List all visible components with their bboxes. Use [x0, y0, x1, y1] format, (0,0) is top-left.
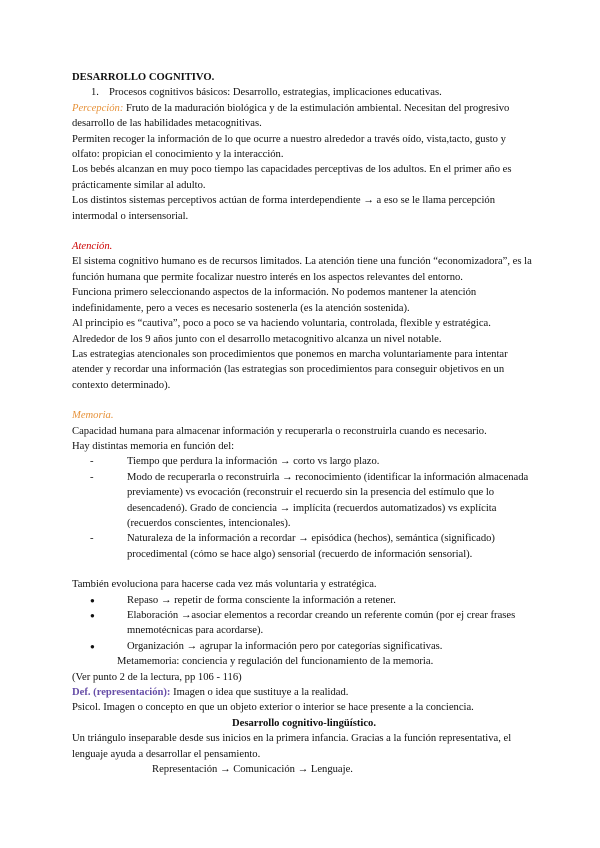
- percepcion-label: Percepción:: [72, 102, 124, 114]
- memoria-p3: También evoluciona para hacerse cada vez más voluntaria y estratégica.: [72, 579, 377, 591]
- list-item: - Tiempo que perdura la información → corto vs largo plazo.: [90, 454, 536, 469]
- percepcion-paragraph: [72, 101, 536, 132]
- atencion-p2: Funciona primero seleccionando aspectos de la información. No podemos mantener la atención indefinidamente, pero a veces es necesario sostenerla (es la atención sostenida).: [72, 287, 477, 314]
- list-item: - Modo de recuperarla o reconstruirla → reconocimiento (identificar la información almacenada previamente) vs evocación (reconstruir el recuerdo sin la presencia del estímulo que lo desencadenó). Grado de conciencia → implícita (recuerdos automatizados) vs explícita (recuerdos conscientes, intencionales).: [90, 470, 536, 532]
- chain-line: Representación → Comunicación → Lenguaje.: [152, 764, 353, 776]
- percepcion-text: Fruto de la maduración biológica y de la estimulación ambiental. Necesitan del progresivo desarrollo de las habilidades metacognitivas.: [72, 102, 510, 130]
- atencion-p5: Las estrategias atencionales son procedimientos que ponemos en marcha voluntariamente para intentar atender y recordar una información (las estrategias son procedimientos para conseguir objetivos en un contexto determinado).: [72, 348, 508, 391]
- psicol-line: Psicol. Imagen o concepto en que un objeto exterior o interior se hace presente a la conciencia.: [72, 702, 474, 714]
- section-heading: Desarrollo cognitivo-lingüístico.: [232, 717, 376, 729]
- memoria-bullet-list: [72, 593, 536, 655]
- def-paragraph: [72, 685, 536, 700]
- item-number: 1.: [91, 87, 99, 99]
- list-item: - Naturaleza de la información a recordar → episódica (hechos), semántica (significado) procedimental (cómo se hace algo) sensorial (recuerdo de información sensorial).: [90, 531, 536, 562]
- document-page: [72, 70, 536, 777]
- def-text: Imagen o idea que sustituye a la realidad.: [170, 687, 349, 699]
- memoria-p1: Capacidad humana para almacenar información y recuperarla o reconstruirla cuando es necesario.: [72, 425, 487, 437]
- percepcion-p4: Los distintos sistemas perceptivos actúan de forma interdependiente → a eso se le llama percepción intermodal o intersensorial.: [72, 195, 496, 222]
- memoria-dash-list: [72, 454, 536, 562]
- atencion-p3: Al principio es “cautiva”, poco a poco se va haciendo voluntaria, controlada, flexible y estratégica.: [72, 318, 491, 330]
- def-label: Def. (representación):: [72, 687, 171, 699]
- list-item: ● Organización → agrupar la información pero por categorías significativas.: [90, 639, 536, 654]
- percepcion-p3: Los bebés alcanzan en muy poco tiempo las capacidades perceptivas de los adultos. En el primer año es prácticamente similar al adulto.: [72, 164, 512, 191]
- atencion-label: Atención.: [72, 241, 113, 253]
- item-text: Procesos cognitivos básicos: Desarrollo, estrategias, implicaciones educativas.: [109, 87, 442, 99]
- percepcion-p2: Permiten recoger la información de lo que ocurre a nuestro alrededor a través oído, vista,tacto, gusto y olfato: propician el conocimiento y la interacción.: [72, 133, 506, 161]
- linguistico-p1: Un triángulo inseparable desde sus inicios en la primera infancia. Gracias a la función representativa, el lenguaje ayuda a desarrollar el pensamiento.: [72, 733, 512, 760]
- list-item: ● Repaso → repetir de forma consciente la información a retener.: [90, 593, 536, 608]
- list-item: ● Elaboración →asociar elementos a recordar creando un referente común (por ej crear frases mnemotécnicas para acordarse).: [90, 608, 536, 639]
- metamemoria-line: Metamemoria: conciencia y regulación del funcionamiento de la memoria.: [117, 656, 434, 668]
- numbered-item: [72, 85, 536, 100]
- document-title: DESARROLLO COGNITIVO.: [72, 72, 215, 83]
- ver-punto-line: (Ver punto 2 de la lectura, pp 106 - 116): [72, 671, 242, 683]
- atencion-p4: Alrededor de los 9 años junto con el desarrollo metacognitivo alcanza un nivel notable.: [72, 333, 442, 345]
- memoria-label: Memoria.: [72, 410, 114, 422]
- atencion-p1: El sistema cognitivo humano es de recursos limitados. La atención tiene una función “economizadora”, es la función humana que permite focalizar nuestro interés en los aspectos relevantes del entorno.: [72, 256, 532, 283]
- memoria-p2: Hay distintas memoria en función del:: [72, 440, 235, 452]
